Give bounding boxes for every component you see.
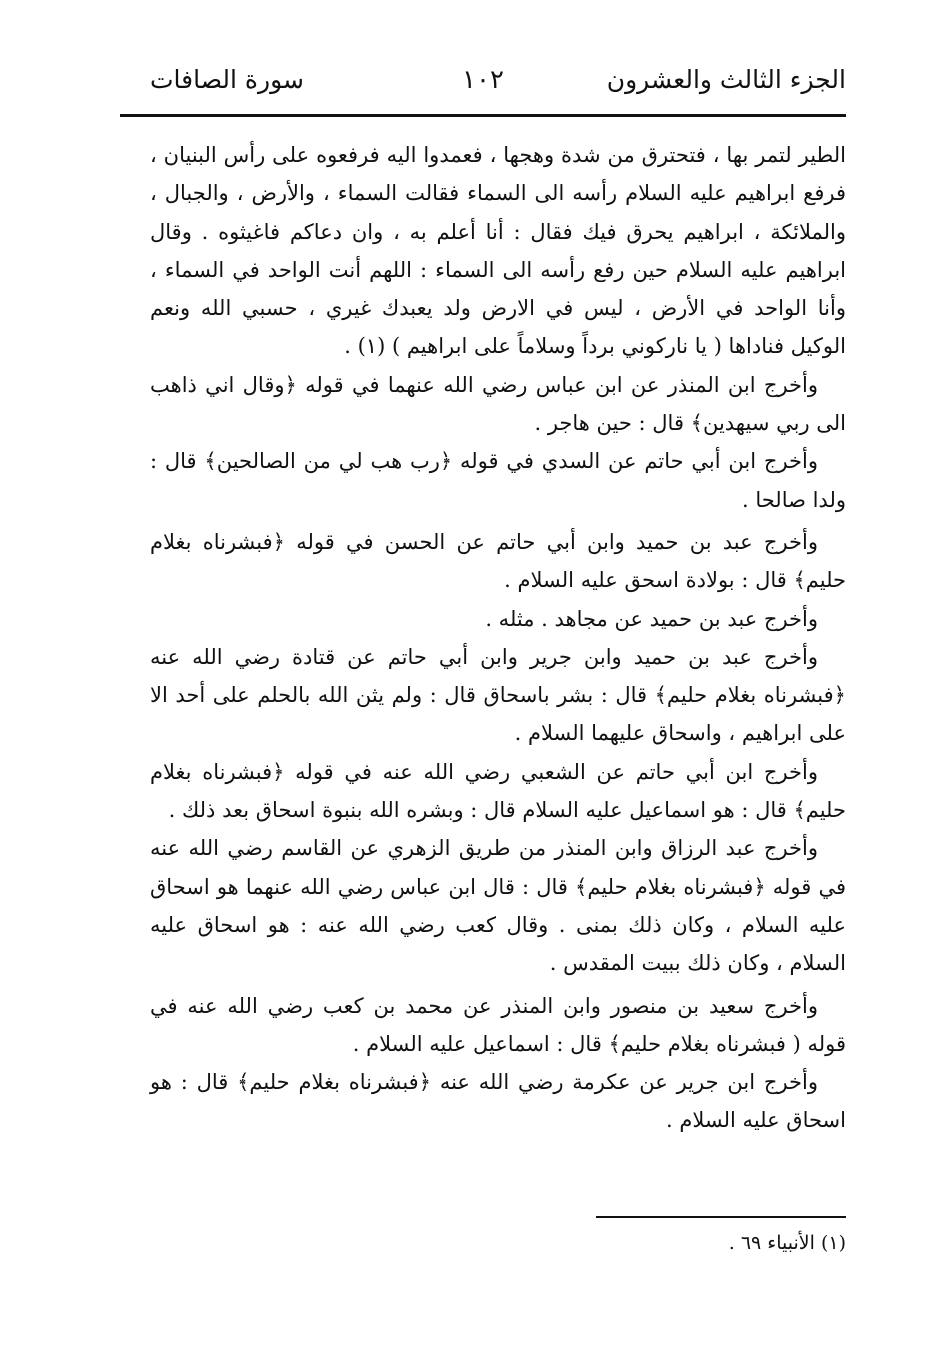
paragraph: وأخرج سعيد بن منصور وابن المنذر عن محمد بن كعب رضي الله عنه في قوله ( فبشرناه بغلام حليم﴾ قال : اسماعيل عليه السلام . <box>150 993 846 1056</box>
paragraph: وأخرج ابن أبي حاتم عن الشعبي رضي الله عنه في قوله ﴿فبشرناه بغلام حليم﴾ قال : هو اسماعيل عليه السلام قال : وبشره الله بنبوة اسحاق بعد ذلك . <box>150 759 846 823</box>
header-divider <box>120 114 846 117</box>
part-title: الجزء الثالث والعشرون <box>606 65 846 94</box>
paragraph: الطير لتمر بها ، فتحترق من شدة وهجها ، فعمدوا اليه فرفعوه على رأس البنيان ، فرفع ابراهيم عليه السلام رأسه الى السماء فقالت السماء ، والأرض ، والجبال ، والملائكة ، ابراهيم يحرق فيك فقال : أنا أعلم به ، وان دعاكم فاغيثوه . وقال ابراهيم عليه السلام حين رفع رأسه الى السماء : اللهم أنت الواحد في السماء ، وأنا الواحد في الأرض ، ليس في الارض ولد يعبدك غيري ، حسبي الله ونعم الوكيل فناداها ( يا ناركوني برداً وسلاماً على ابراهيم ) (١) . <box>150 143 846 359</box>
footnote: (١) الأنبياء ٦٩ . <box>728 1232 846 1254</box>
paragraph: وأخرج عبد الرزاق وابن المنذر من طريق الزهري عن القاسم رضي الله عنه في قوله ﴿فبشرناه بغلام حليم﴾ قال : قال ابن عباس رضي الله عنهما هو اسحاق عليه السلام ، وكان ذلك بمنى . وقال كعب رضي الله عنه : هو اسحاق عليه السلام ، وكان ذلك ببيت المقدس . <box>150 836 846 976</box>
paragraph: وأخرج عبد بن حميد عن مجاهد . مثله . <box>485 606 818 631</box>
footnote-divider <box>596 1216 846 1218</box>
paragraph: وأخرج عبد بن حميد وابن جرير وابن أبي حاتم عن قتادة رضي الله عنه ﴿فبشرناه بغلام حليم﴾ قال : بشر باسحاق قال : ولم يثن الله بالحلم على أحد الا على ابراهيم ، واسحاق عليهما السلام . <box>150 644 846 746</box>
paragraph: وأخرج ابن أبي حاتم عن السدي في قوله ﴿رب هب لي من الصالحين﴾ قال : ولدا صالحا . <box>150 449 846 512</box>
main-text <box>150 136 846 1140</box>
paragraph: وأخرج ابن المنذر عن ابن عباس رضي الله عنهما في قوله ﴿وقال اني ذاهب الى ربي سيهدين﴾ قال : حين هاجر . <box>150 372 846 436</box>
page-number: ١٠٢ <box>462 65 504 95</box>
surah-title: سورة الصافات <box>150 65 304 94</box>
running-header <box>120 58 846 102</box>
paragraph: وأخرج عبد بن حميد وابن أبي حاتم عن الحسن في قوله ﴿فبشرناه بغلام حليم﴾ قال : بولادة اسحق عليه السلام . <box>150 529 846 593</box>
paragraph: وأخرج ابن جرير عن عكرمة رضي الله عنه ﴿فبشرناه بغلام حليم﴾ قال : هو اسحاق عليه السلام . <box>150 1070 846 1133</box>
